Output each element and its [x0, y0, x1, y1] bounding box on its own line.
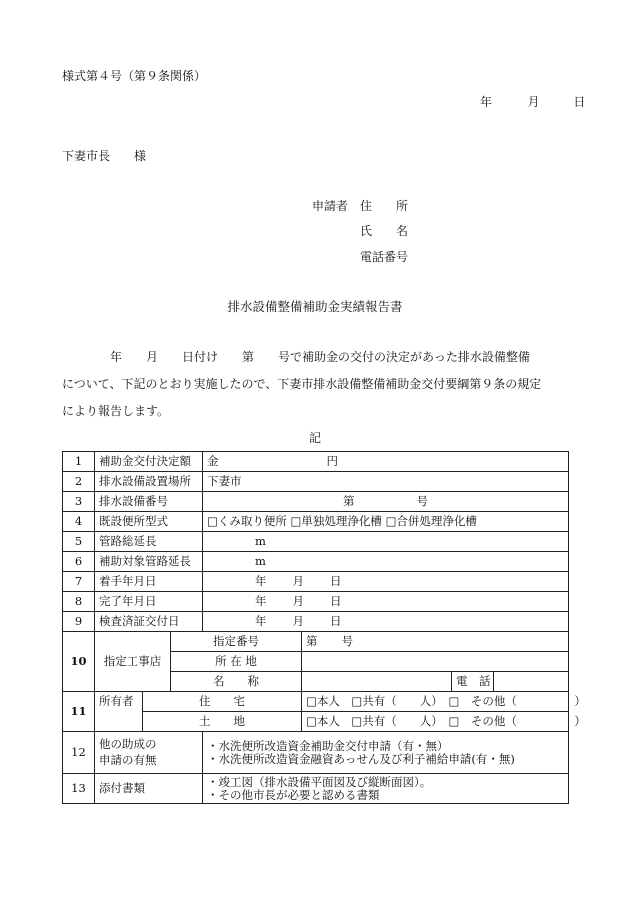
attachment-item-1: ・竣工図（排水設備平面図及び縦断面図）。 [207, 774, 432, 789]
dai-label: 第 [306, 634, 318, 648]
other-subsidy-field[interactable] [203, 732, 569, 774]
row-number: 5 [63, 532, 95, 552]
month-label: 月 [292, 574, 305, 588]
date-month: 月 [527, 95, 540, 109]
table-row [63, 552, 569, 572]
row-label: 補助金交付決定額 [95, 452, 203, 472]
dai-label: 第 [343, 494, 355, 508]
option-self: □本人 [306, 694, 340, 708]
table-row [63, 612, 569, 632]
row-number: 3 [63, 492, 95, 512]
option-shared: □共有（ 人） [351, 694, 438, 708]
subsidy-label-line-2: 申請の有無 [99, 753, 157, 767]
day-label: 日 [330, 594, 342, 608]
row-number: 1 [63, 452, 95, 472]
table-row [63, 692, 569, 712]
year-label: 年 [255, 574, 267, 588]
date-day: 日 [573, 95, 586, 109]
row-label: 管路総延長 [95, 532, 203, 552]
report-table [62, 451, 586, 804]
option-other: その他（ ） [470, 714, 586, 728]
row-number: 10 [63, 632, 95, 692]
document-title: 排水設備整備補助金実績報告書 [227, 299, 403, 314]
grant-amount-field[interactable] [203, 452, 569, 472]
house-label: 住 宅 [143, 692, 302, 712]
option-other: その他（ ） [470, 694, 586, 708]
subsidy-item-2: ・水洗便所改造資金融資あっせん及び利子補給申請(有・無) [207, 751, 515, 766]
table-row [63, 592, 569, 612]
row-label: 既設便所型式 [95, 512, 203, 532]
subsidy-label-line-1: 他の助成の [99, 737, 157, 751]
day-label: 日 [330, 574, 342, 588]
year-label: 年 [255, 594, 267, 608]
option-other-box: □ [448, 694, 460, 708]
table-row [63, 532, 569, 552]
applicant-phone-label: 電話番号 [360, 250, 409, 264]
designation-number-label: 指定番号 [171, 632, 302, 652]
contractor-phone-field[interactable] [494, 672, 569, 692]
row-number: 2 [63, 472, 95, 492]
row-label: 排水設備設置場所 [95, 472, 203, 492]
attachment-item-2: ・その他市長が必要と認める書類 [207, 787, 380, 802]
table-row [63, 774, 569, 804]
applicant-address-label: 住 所 [360, 199, 409, 213]
land-label: 土 地 [143, 712, 302, 732]
row-number: 13 [63, 774, 95, 804]
month-label: 月 [292, 594, 305, 608]
year-label: 年 [255, 614, 267, 628]
row-number: 11 [63, 692, 95, 732]
day-label: 日 [330, 614, 342, 628]
completion-date-field[interactable] [203, 592, 569, 612]
row-number: 8 [63, 592, 95, 612]
row-label [95, 732, 203, 774]
installation-location-field[interactable]: 下妻市 [203, 472, 569, 492]
row-number: 7 [63, 572, 95, 592]
row-number: 12 [63, 732, 95, 774]
table-row [63, 572, 569, 592]
contractor-address-label: 所 在 地 [171, 652, 302, 672]
month-label: 月 [292, 614, 305, 628]
start-date-field[interactable] [203, 572, 569, 592]
contractor-name-label: 名 称 [171, 672, 302, 692]
row-label: 検査済証交付日 [95, 612, 203, 632]
toilet-type-options[interactable]: □くみ取り便所 □単独処理浄化槽 □合併処理浄化槽 [203, 512, 569, 532]
body-line-3: により報告します。 [62, 404, 170, 418]
row-label: 着手年月日 [95, 572, 203, 592]
option-self: □本人 [306, 714, 340, 728]
row-label: 指定工事店 [95, 632, 171, 692]
applicant-label: 申請者 [312, 199, 349, 213]
drainage-number-field[interactable] [203, 492, 569, 512]
subsidized-pipe-length-field[interactable]: m [203, 552, 569, 572]
row-number: 6 [63, 552, 95, 572]
form-number: 様式第４号（第９条関係） [62, 69, 207, 83]
contractor-name-field[interactable] [302, 672, 452, 692]
option-shared: □共有（ 人） [351, 714, 438, 728]
row-label: 添付書類 [95, 774, 203, 804]
inspection-date-field[interactable] [203, 612, 569, 632]
report-date [480, 95, 585, 109]
total-pipe-length-field[interactable]: m [203, 532, 569, 552]
row-label: 完了年月日 [95, 592, 203, 612]
table-row [63, 452, 569, 472]
yen-label: 円 [326, 454, 339, 468]
row-label: 所有者 [95, 692, 143, 732]
date-year: 年 [480, 95, 493, 109]
row-number: 9 [63, 612, 95, 632]
option-other-box: □ [448, 714, 460, 728]
land-owner-options[interactable] [302, 712, 586, 732]
go-label: 号 [416, 494, 429, 508]
ki-heading: 記 [308, 431, 321, 445]
addressee: 下妻市長 様 [62, 149, 147, 163]
designation-number-field[interactable] [302, 632, 569, 652]
kin-label: 金 [207, 454, 219, 468]
table-row [63, 512, 569, 532]
row-label: 排水設備番号 [95, 492, 203, 512]
body-line-1: 年 月 日付け 第 号で補助金の交付の決定があった排水設備整備 [62, 350, 530, 364]
table-row [63, 472, 569, 492]
contractor-address-field[interactable] [302, 652, 569, 672]
subsidy-item-1: ・水洗便所改造資金補助金交付申請（有・無） [207, 738, 449, 753]
table-row [63, 732, 569, 774]
attachments-field[interactable] [203, 774, 569, 804]
table-row [63, 492, 569, 512]
table-row [63, 632, 569, 652]
row-label: 補助対象管路延長 [95, 552, 203, 572]
contractor-phone-label: 電 話 [452, 672, 494, 692]
body-line-2: について、下記のとおり実施したので、下妻市排水設備整備補助金交付要綱第９条の規定 [62, 377, 542, 391]
row-number: 4 [63, 512, 95, 532]
house-owner-options[interactable] [302, 692, 586, 712]
go-label: 号 [341, 634, 354, 648]
applicant-name-label: 氏 名 [360, 224, 409, 238]
